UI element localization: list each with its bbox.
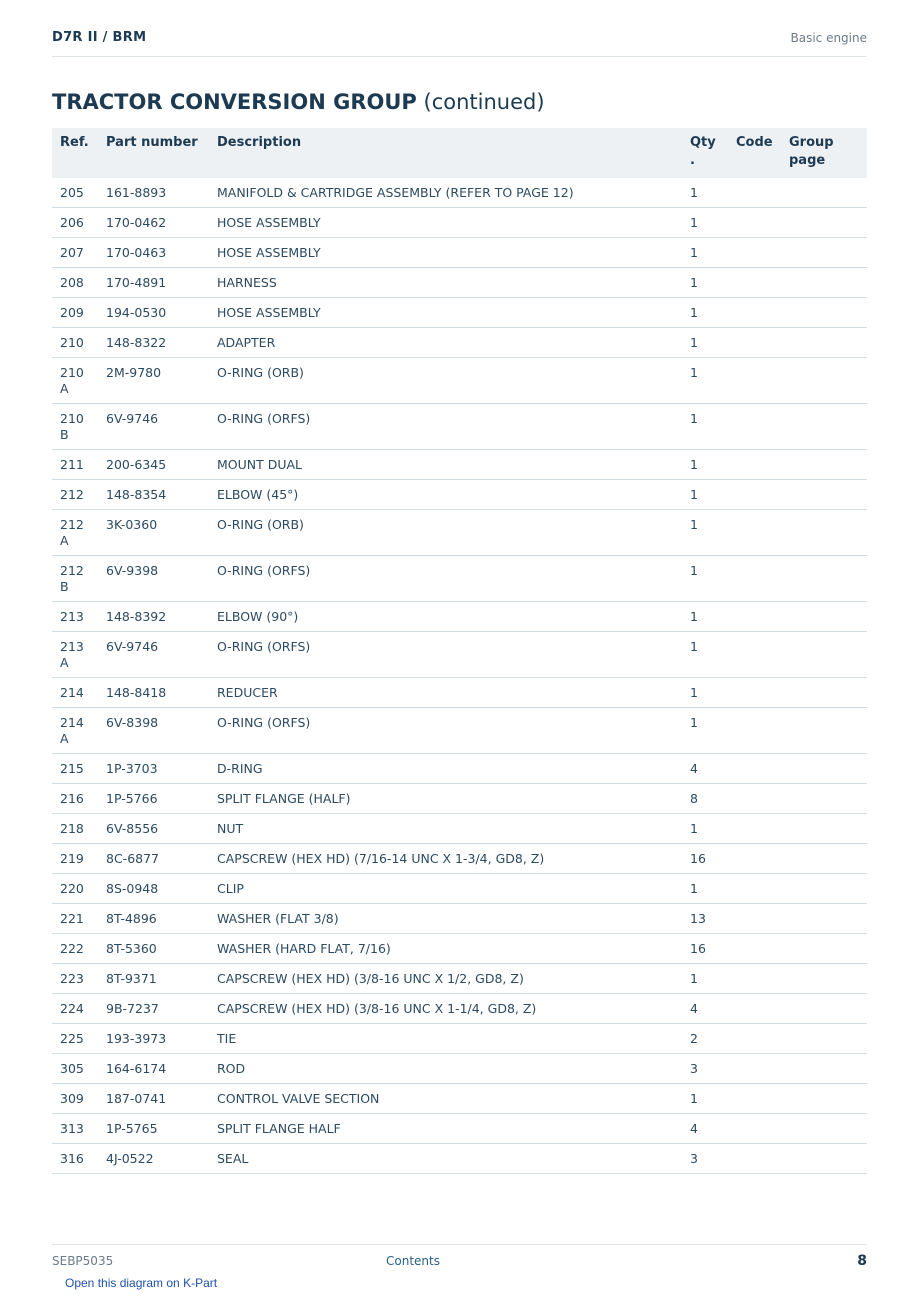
cell-group-page (781, 754, 867, 784)
cell-part-number: 8S-0948 (98, 874, 209, 904)
cell-qty: 1 (682, 298, 728, 328)
cell-code (728, 784, 781, 814)
cell-qty: 1 (682, 964, 728, 994)
cell-description: WASHER (HARD FLAT, 7/16) (209, 934, 682, 964)
cell-group-page (781, 934, 867, 964)
cell-code (728, 602, 781, 632)
cell-group-page (781, 208, 867, 238)
cell-group-page (781, 238, 867, 268)
model-label: D7R II / BRM (52, 30, 147, 45)
page-header (52, 28, 867, 57)
cell-part-number: 148-8354 (98, 480, 209, 510)
cell-code (728, 874, 781, 904)
table-row (52, 934, 867, 964)
table-row (52, 1084, 867, 1114)
cell-part-number: 148-8392 (98, 602, 209, 632)
cell-code (728, 934, 781, 964)
cell-qty: 1 (682, 874, 728, 904)
table-row (52, 298, 867, 328)
cell-qty: 4 (682, 754, 728, 784)
cell-description: HOSE ASSEMBLY (209, 238, 682, 268)
cell-group-page (781, 404, 867, 450)
cell-ref: 216 (52, 784, 98, 814)
section-label: Basic engine (790, 31, 867, 45)
cell-group-page (781, 632, 867, 678)
cell-group-page (781, 268, 867, 298)
cell-code (728, 1144, 781, 1174)
cell-part-number: 6V-8398 (98, 708, 209, 754)
cell-ref: 309 (52, 1084, 98, 1114)
cell-qty: 2 (682, 1024, 728, 1054)
cell-ref: 210 (52, 328, 98, 358)
table-row (52, 754, 867, 784)
table-row (52, 964, 867, 994)
cell-qty: 4 (682, 1114, 728, 1144)
cell-part-number: 1P-5765 (98, 1114, 209, 1144)
cell-code (728, 964, 781, 994)
title-suffix: (continued) (423, 90, 545, 114)
cell-description: ADAPTER (209, 328, 682, 358)
column-header-part-number: Part number (98, 128, 209, 178)
cell-qty: 1 (682, 510, 728, 556)
cell-code (728, 358, 781, 404)
page-footer (52, 1244, 867, 1279)
cell-description: TIE (209, 1024, 682, 1054)
parts-table-body (52, 178, 867, 1174)
cell-qty: 1 (682, 404, 728, 450)
cell-code (728, 328, 781, 358)
cell-description: O-RING (ORFS) (209, 404, 682, 450)
cell-ref: 207 (52, 238, 98, 268)
table-row (52, 602, 867, 632)
cell-group-page (781, 678, 867, 708)
cell-qty: 1 (682, 678, 728, 708)
cell-part-number: 200-6345 (98, 450, 209, 480)
cell-part-number: 1P-5766 (98, 784, 209, 814)
cell-part-number: 4J-0522 (98, 1144, 209, 1174)
cell-part-number: 6V-9398 (98, 556, 209, 602)
table-row (52, 784, 867, 814)
cell-qty: 1 (682, 178, 728, 208)
cell-qty: 1 (682, 238, 728, 268)
table-row (52, 450, 867, 480)
cell-description: CAPSCREW (HEX HD) (3/8-16 UNC X 1-1/4, GD8, Z) (209, 994, 682, 1024)
cell-code (728, 678, 781, 708)
cell-part-number: 6V-8556 (98, 814, 209, 844)
cell-ref: 221 (52, 904, 98, 934)
cell-qty: 1 (682, 358, 728, 404)
cell-group-page (781, 328, 867, 358)
cell-code (728, 178, 781, 208)
cell-ref: 222 (52, 934, 98, 964)
cell-code (728, 268, 781, 298)
cell-ref: 213 (52, 602, 98, 632)
cell-ref: 208 (52, 268, 98, 298)
cell-description: WASHER (FLAT 3/8) (209, 904, 682, 934)
cell-ref: 211 (52, 450, 98, 480)
column-header-qty: Qty . (682, 128, 728, 178)
table-row (52, 678, 867, 708)
table-row (52, 178, 867, 208)
table-row (52, 268, 867, 298)
cell-code (728, 844, 781, 874)
cell-ref: 206 (52, 208, 98, 238)
cell-group-page (781, 510, 867, 556)
cell-code (728, 1084, 781, 1114)
column-header-group-page: Group page (781, 128, 867, 178)
table-row (52, 328, 867, 358)
cell-code (728, 238, 781, 268)
cell-qty: 4 (682, 994, 728, 1024)
table-row (52, 208, 867, 238)
cell-ref: 305 (52, 1054, 98, 1084)
cell-code (728, 632, 781, 678)
cell-group-page (781, 1084, 867, 1114)
cell-qty: 1 (682, 268, 728, 298)
contents-link[interactable]: Contents (386, 1254, 440, 1268)
cell-group-page (781, 1114, 867, 1144)
cell-part-number: 193-3973 (98, 1024, 209, 1054)
cell-group-page (781, 1024, 867, 1054)
table-row (52, 708, 867, 754)
cell-group-page (781, 964, 867, 994)
cell-part-number: 161-8893 (98, 178, 209, 208)
cell-ref: 212 B (52, 556, 98, 602)
cell-code (728, 298, 781, 328)
cell-ref: 313 (52, 1114, 98, 1144)
table-header-row (52, 128, 867, 178)
parts-table (52, 128, 867, 1174)
cell-ref: 316 (52, 1144, 98, 1174)
table-row (52, 404, 867, 450)
cell-description: REDUCER (209, 678, 682, 708)
cell-qty: 16 (682, 934, 728, 964)
table-row (52, 358, 867, 404)
table-row (52, 556, 867, 602)
cell-qty: 1 (682, 602, 728, 632)
cell-description: NUT (209, 814, 682, 844)
cell-qty: 3 (682, 1144, 728, 1174)
table-row (52, 510, 867, 556)
cell-description: CONTROL VALVE SECTION (209, 1084, 682, 1114)
cell-code (728, 904, 781, 934)
cell-ref: 210 A (52, 358, 98, 404)
cell-description: HOSE ASSEMBLY (209, 298, 682, 328)
cell-group-page (781, 556, 867, 602)
cell-ref: 213 A (52, 632, 98, 678)
table-row (52, 1114, 867, 1144)
cell-group-page (781, 178, 867, 208)
table-row (52, 904, 867, 934)
cell-qty: 1 (682, 450, 728, 480)
cell-ref: 218 (52, 814, 98, 844)
cell-description: O-RING (ORB) (209, 358, 682, 404)
cell-group-page (781, 784, 867, 814)
table-row (52, 994, 867, 1024)
cell-description: MANIFOLD & CARTRIDGE ASSEMBLY (REFER TO PAGE 12) (209, 178, 682, 208)
cell-code (728, 404, 781, 450)
cell-group-page (781, 480, 867, 510)
column-header-ref: Ref. (52, 128, 98, 178)
cell-code (728, 450, 781, 480)
cell-description: SPLIT FLANGE HALF (209, 1114, 682, 1144)
cell-qty: 16 (682, 844, 728, 874)
cell-code (728, 1114, 781, 1144)
cell-description: O-RING (ORFS) (209, 556, 682, 602)
cell-ref: 205 (52, 178, 98, 208)
cell-ref: 209 (52, 298, 98, 328)
cell-code (728, 1054, 781, 1084)
cell-group-page (781, 450, 867, 480)
cell-description: O-RING (ORB) (209, 510, 682, 556)
cell-code (728, 708, 781, 754)
cell-group-page (781, 358, 867, 404)
cell-code (728, 814, 781, 844)
cell-qty: 13 (682, 904, 728, 934)
cell-qty: 1 (682, 1084, 728, 1114)
cell-description: CLIP (209, 874, 682, 904)
document-id: SEBP5035 (52, 1254, 114, 1268)
cell-qty: 1 (682, 632, 728, 678)
kpart-diagram-link[interactable]: Open this diagram on K-Part (65, 1276, 218, 1290)
cell-description: ELBOW (90°) (209, 602, 682, 632)
cell-description: SEAL (209, 1144, 682, 1174)
cell-group-page (781, 844, 867, 874)
cell-qty: 1 (682, 480, 728, 510)
cell-part-number: 1P-3703 (98, 754, 209, 784)
cell-group-page (781, 602, 867, 632)
cell-qty: 1 (682, 328, 728, 358)
page-number: 8 (857, 1253, 867, 1269)
cell-code (728, 208, 781, 238)
cell-code (728, 480, 781, 510)
cell-description: O-RING (ORFS) (209, 632, 682, 678)
column-header-description: Description (209, 128, 682, 178)
cell-group-page (781, 1144, 867, 1174)
cell-group-page (781, 1054, 867, 1084)
cell-ref: 212 A (52, 510, 98, 556)
cell-group-page (781, 708, 867, 754)
cell-qty: 1 (682, 814, 728, 844)
cell-ref: 214 (52, 678, 98, 708)
cell-group-page (781, 994, 867, 1024)
cell-part-number: 3K-0360 (98, 510, 209, 556)
cell-group-page (781, 298, 867, 328)
cell-ref: 224 (52, 994, 98, 1024)
cell-code (728, 1024, 781, 1054)
cell-qty: 1 (682, 556, 728, 602)
cell-part-number: 170-0463 (98, 238, 209, 268)
cell-description: CAPSCREW (HEX HD) (3/8-16 UNC X 1/2, GD8, Z) (209, 964, 682, 994)
cell-qty: 8 (682, 784, 728, 814)
table-row (52, 844, 867, 874)
table-row (52, 632, 867, 678)
cell-description: MOUNT DUAL (209, 450, 682, 480)
table-row (52, 1024, 867, 1054)
cell-part-number: 170-0462 (98, 208, 209, 238)
table-row (52, 238, 867, 268)
table-row (52, 874, 867, 904)
cell-qty: 1 (682, 708, 728, 754)
cell-group-page (781, 904, 867, 934)
cell-group-page (781, 874, 867, 904)
cell-description: HOSE ASSEMBLY (209, 208, 682, 238)
cell-description: O-RING (ORFS) (209, 708, 682, 754)
cell-group-page (781, 814, 867, 844)
table-row (52, 1144, 867, 1174)
cell-part-number: 2M-9780 (98, 358, 209, 404)
cell-ref: 225 (52, 1024, 98, 1054)
cell-description: ROD (209, 1054, 682, 1084)
cell-part-number: 170-4891 (98, 268, 209, 298)
cell-part-number: 148-8418 (98, 678, 209, 708)
cell-description: D-RING (209, 754, 682, 784)
cell-part-number: 187-0741 (98, 1084, 209, 1114)
cell-code (728, 994, 781, 1024)
cell-ref: 212 (52, 480, 98, 510)
cell-part-number: 8T-4896 (98, 904, 209, 934)
cell-description: CAPSCREW (HEX HD) (7/16-14 UNC X 1-3/4, GD8, Z) (209, 844, 682, 874)
cell-part-number: 8T-5360 (98, 934, 209, 964)
cell-part-number: 8C-6877 (98, 844, 209, 874)
cell-part-number: 8T-9371 (98, 964, 209, 994)
table-row (52, 480, 867, 510)
cell-part-number: 194-0530 (98, 298, 209, 328)
title-main: TRACTOR CONVERSION GROUP (52, 90, 417, 114)
cell-part-number: 148-8322 (98, 328, 209, 358)
cell-part-number: 164-6174 (98, 1054, 209, 1084)
cell-part-number: 9B-7237 (98, 994, 209, 1024)
cell-part-number: 6V-9746 (98, 632, 209, 678)
table-row (52, 814, 867, 844)
cell-ref: 223 (52, 964, 98, 994)
cell-ref: 219 (52, 844, 98, 874)
cell-qty: 3 (682, 1054, 728, 1084)
cell-code (728, 510, 781, 556)
page-title (52, 90, 545, 114)
cell-qty: 1 (682, 208, 728, 238)
cell-ref: 214 A (52, 708, 98, 754)
column-header-code: Code (728, 128, 781, 178)
cell-ref: 215 (52, 754, 98, 784)
cell-description: HARNESS (209, 268, 682, 298)
table-row (52, 1054, 867, 1084)
cell-code (728, 556, 781, 602)
cell-description: SPLIT FLANGE (HALF) (209, 784, 682, 814)
cell-code (728, 754, 781, 784)
cell-description: ELBOW (45°) (209, 480, 682, 510)
cell-ref: 220 (52, 874, 98, 904)
cell-ref: 210 B (52, 404, 98, 450)
cell-part-number: 6V-9746 (98, 404, 209, 450)
